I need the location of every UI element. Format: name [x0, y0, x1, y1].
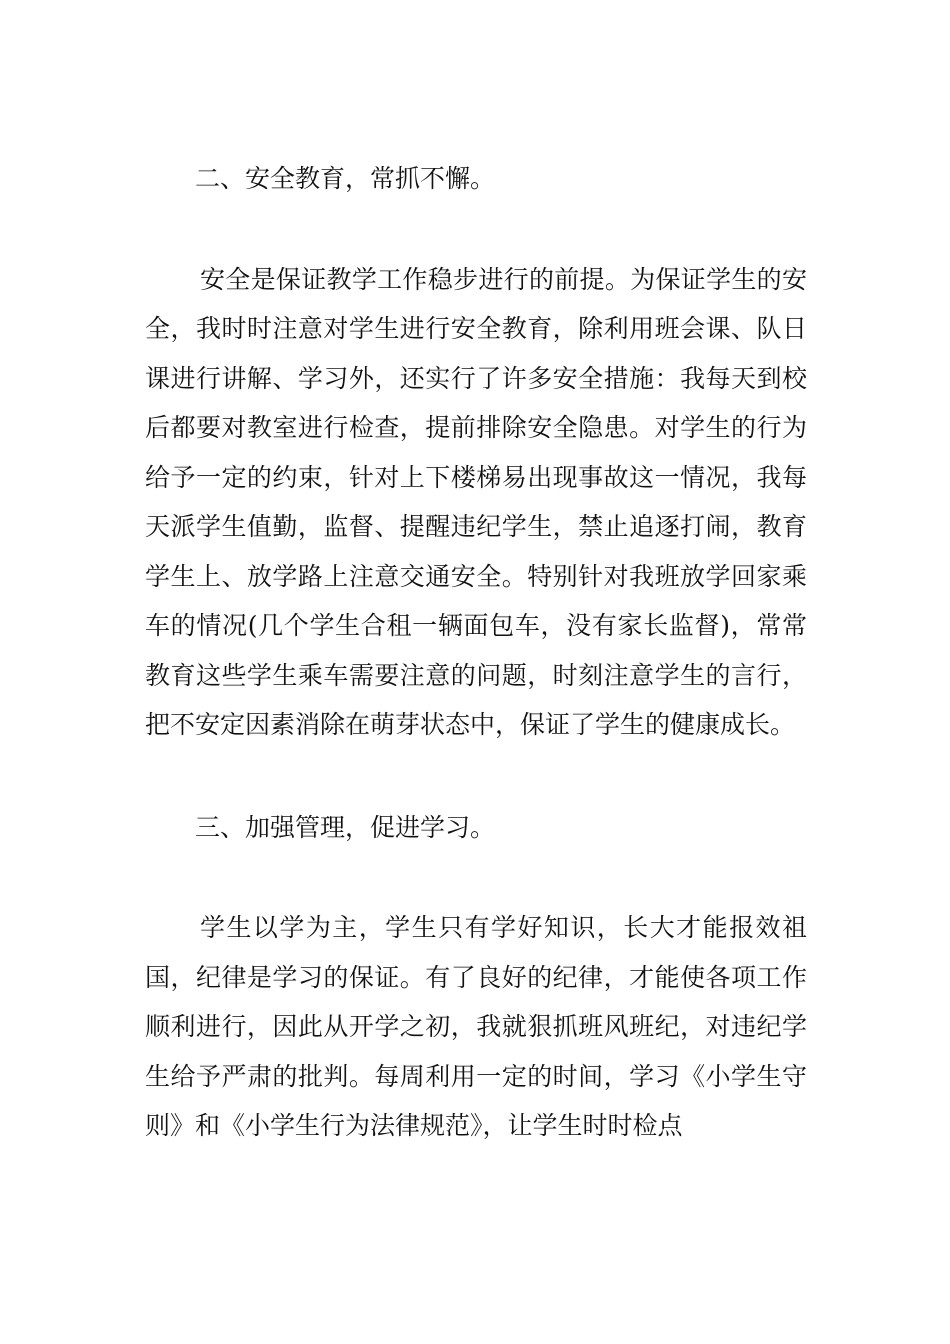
document-body [145, 154, 807, 1151]
spacer [145, 852, 807, 903]
section-paragraph-safety: 安全是保证教学工作稳步进行的前提。为保证学生的安全，我时时注意对学生进行安全教育，除利用班会课、队日课进行讲解、学习外，还实行了许多安全措施：我每天到校后都要对教室进行检查，提前排除安全隐患。对学生的行为给予一定的约束，针对上下楼梯易出现事故这一情况，我每天派学生值勤，监督、提醒违纪学生，禁止追逐打闹，教育学生上、放学路上注意交通安全。特别针对我班放学回家乘车的情况(几个学生合租一辆面包车，没有家长监督)，常常教育这些学生乘车需要注意的问题，时刻注意学生的言行，把不安定因素消除在萌芽状态中，保证了学生的健康成长。 [145, 264, 807, 739]
section-heading-safety: 二、安全教育，常抓不懈。 [195, 164, 496, 193]
spacer [145, 204, 807, 255]
section-paragraph-management: 学生以学为主，学生只有学好知识，长大才能报效祖国，纪律是学习的保证。有了良好的纪律，才能使各项工作顺利进行，因此从开学之初，我就狠抓班风班纪，对违纪学生给予严肃的批判。每周利用一定的时间，学习《小学生守则》和《小学生行为法律规范》，让学生时时检点 [145, 913, 807, 1140]
spacer [145, 750, 807, 803]
section-heading-management: 三、加强管理，促进学习。 [195, 812, 496, 842]
